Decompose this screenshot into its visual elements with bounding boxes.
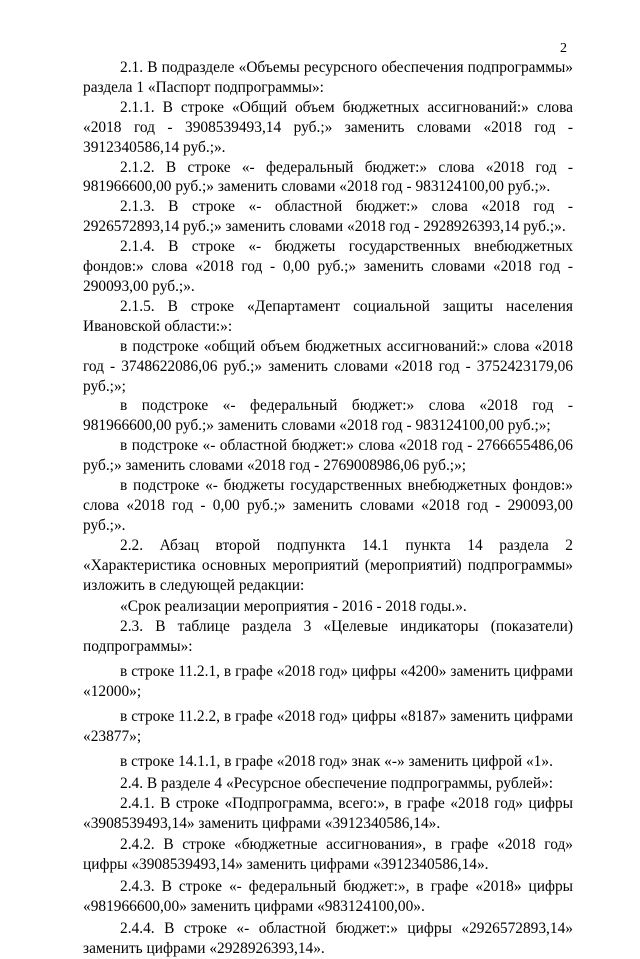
paragraph-row-11-2-2: в строке 11.2.2, в графе «2018 год» цифры «8187» заменить цифрами «23877»; <box>83 708 573 745</box>
document-body <box>83 58 573 959</box>
paragraph-2-1-2: 2.1.2. В строке «- федеральный бюджет:» слова «2018 год - 981966600,00 руб.;» заменить словами «2018 год - 983124100,00 руб.;». <box>83 158 573 196</box>
paragraph-2-4-3: 2.4.3. В строке «- федеральный бюджет:», в графе «2018» цифры «981966600,00» заменить цифрами «983124100,00». <box>83 878 573 916</box>
paragraph-2-4: 2.4. В разделе 4 «Ресурсное обеспечение подпрограммы, рублей»: <box>120 774 554 792</box>
paragraph-row-11-2-1: в строке 11.2.1, в графе «2018 год» цифры «4200» заменить цифрами «12000»; <box>83 663 573 701</box>
paragraph-2-1-3: 2.1.3. В строке «- областной бюджет:» слова «2018 год - 2926572893,14 руб.;» заменить словами «2018 год - 2928926393,14 руб.;». <box>83 198 573 236</box>
paragraph-2-2-quote: «Срок реализации мероприятия - 2016 - 2018 годы.». <box>120 598 467 616</box>
paragraph-substring-funds: в подстроке «- бюджеты государственных внебюджетных фондов:» слова «2018 год - 0,00 руб.;» заменить словами «2018 год - 290093,00 руб.;». <box>83 477 573 534</box>
paragraph-2-1-5: 2.1.5. В строке «Департамент социальной защиты населения Ивановской области:»: <box>83 297 573 335</box>
paragraph-2-1-4: 2.1.4. В строке «- бюджеты государственных внебюджетных фондов:» слова «2018 год - 0,00 руб.;» заменить словами «2018 год - 290093,00 руб.;». <box>83 238 573 295</box>
paragraph-2-4-1: 2.4.1. В строке «Подпрограмма, всего:», в графе «2018 год» цифры «3908539493,14» заменить цифрами «3912340586,14». <box>83 794 573 832</box>
paragraph-substring-federal: в подстроке «- федеральный бюджет:» слова «2018 год - 981966600,00 руб.;» заменить словами «2018 год - 983124100,00 руб.;»; <box>83 397 573 435</box>
paragraph-2-2: 2.2. Абзац второй подпункта 14.1 пункта 14 раздела 2 «Характеристика основных мероприятий (мероприятий) подпрограммы» изложить в следующей редакции: <box>83 536 573 594</box>
paragraph-2-3: 2.3. В таблице раздела 3 «Целевые индикаторы (показатели) подпрограммы»: <box>83 618 573 656</box>
paragraph-substring-regional: в подстроке «- областной бюджет:» слова «2018 год - 2766655486,06 руб.;» заменить словами «2018 год - 2769008986,06 руб.;»; <box>83 437 573 475</box>
paragraph-row-14-1-1: в строке 14.1.1, в графе «2018 год» знак «-» заменить цифрой «1». <box>120 752 553 770</box>
paragraph-substring-total: в подстроке «общий объем бюджетных ассигнований:» слова «2018 год - 3748622086,06 руб.;» заменить словами «2018 год - 3752423179,06 руб.;»; <box>83 337 573 395</box>
paragraph-2-1-1: 2.1.1. В строке «Общий объем бюджетных ассигнований:» слова «2018 год - 3908539493,14 руб.;» заменить словами «2018 год - 3912340586,14 руб.;». <box>83 98 573 156</box>
page-number: 2 <box>560 41 567 56</box>
paragraph-2-1: 2.1. В подразделе «Объемы ресурсного обеспечения подпрограммы» раздела 1 «Паспорт подпрограммы»: <box>83 59 573 96</box>
paragraph-2-4-4: 2.4.4. В строке «- областной бюджет:» цифры «2926572893,14» заменить цифрами «2928926393,14». <box>83 920 573 957</box>
paragraph-2-4-2: 2.4.2. В строке «бюджетные ассигнования», в графе «2018 год» цифры «3908539493,14» заменить цифрами «3912340586,14». <box>83 836 573 874</box>
